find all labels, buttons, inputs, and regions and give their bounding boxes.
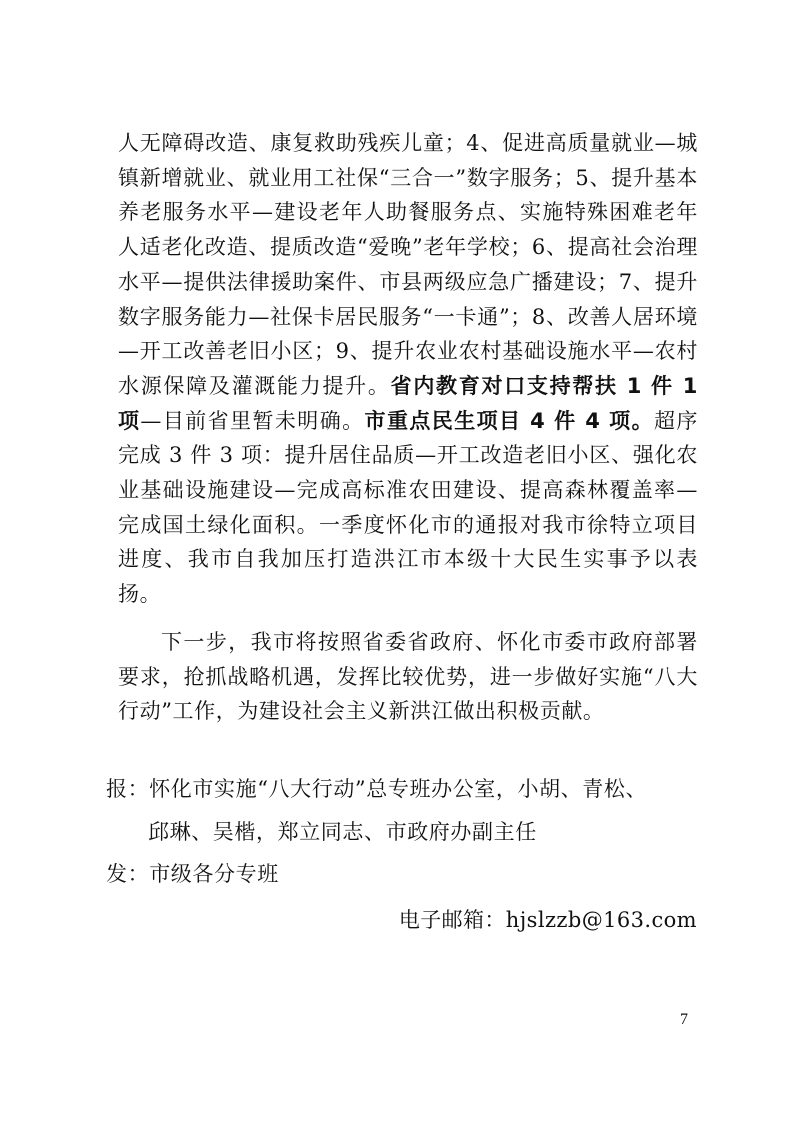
report-line-2: 邱琳、吴楷，郑立同志、市政府办副主任 <box>148 820 537 844</box>
report-line-1: 报：怀化市实施“八大行动”总专班办公室，小胡、青松、 <box>106 777 648 801</box>
paragraph-progress-bold-b: 省内教育对口支持帮扶 1 件 1 项 <box>118 373 698 433</box>
body-text <box>118 126 698 729</box>
paragraph-progress-text-a: 人无障碍改造、康复救助残疾儿童；4、促进高质量就业—城镇新增就业、就业用工社保“三合一”数字服务；5、提升基本养老服务水平—建设老年人助餐服务点、实施特殊困难老年人适老化改造、提质改造“爱晚”老年学校；6、提高社会治理水平—提供法律援助案件、市县两级应急广播建设；7、提升数字服务能力—社保卡居民服务“一卡通”；8、改善人居环境—开工改善老旧小区；9、提升农业农村基础设施水平—农村水源保障及灌溉能力提升。 <box>118 131 698 398</box>
paragraph-progress-bold-d: 市重点民生项目 4 件 4 项。 <box>364 408 654 433</box>
paragraph-next-step: 下一步，我市将按照省委省政府、怀化市委市政府部署要求，抢抓战略机遇，发挥比较优势，进一步做好实施“八大行动”工作，为建设社会主义新洪江做出积极贡献。 <box>118 629 698 724</box>
send-line: 发：市级各分专班 <box>106 862 279 886</box>
paragraph-progress-text-e: 超序完成 3 件 3 项：提升居住品质—开工改造老旧小区、强化农业基础设施建设—完成高标准农田建设、提高森林覆盖率—完成国土绿化面积。一季度怀化市的通报对我市徐特立项目进度、我市自我加压打造洪江市本级十大民生实事予以表扬。 <box>118 408 698 607</box>
paragraph-progress <box>118 126 698 612</box>
page-number: 7 <box>680 1011 688 1028</box>
paragraph-progress-text-c: —目前省里暂未明确。 <box>140 408 365 433</box>
email-address: 电子邮箱：hjslzzb@163.com <box>398 908 697 932</box>
